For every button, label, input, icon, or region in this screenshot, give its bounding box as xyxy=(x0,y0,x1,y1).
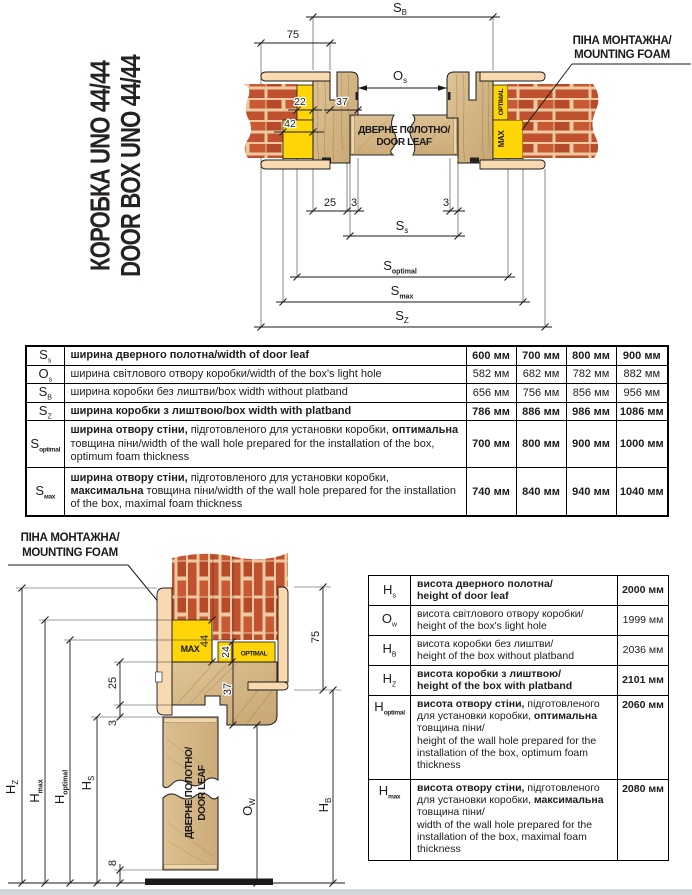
table-row-os xyxy=(26,365,668,384)
right-platband-bar xyxy=(248,682,288,690)
sym-cell: $S_s$ xyxy=(26,346,64,365)
value-cell: 900 мм xyxy=(616,346,668,365)
sym-cell: $H_Z$ xyxy=(369,665,411,695)
door-leaf-label-ua: ДВЕРНЕ ПОЛОТНО/ xyxy=(358,125,450,136)
sym-cell: $S_{optimal}$ xyxy=(26,421,64,468)
desc-cell: ширина світлового отвору коробки/width of the box's light hole xyxy=(64,365,466,384)
value-cell: 840 мм xyxy=(516,468,566,516)
desc-cell: висота дверного полотна/ height of door leaf xyxy=(411,576,618,606)
bottom-section-drawing xyxy=(0,525,365,895)
sym-cell: $H_{max}$ xyxy=(369,779,411,860)
table-row-sb xyxy=(26,384,668,403)
value-cell: 786 мм xyxy=(466,402,516,421)
dim-os-label: $O_s$ xyxy=(392,68,408,85)
value-cell: 2080 мм xyxy=(618,779,669,860)
desc-cell: висота коробки з лиштвою/ height of the box with platband xyxy=(411,665,618,695)
sym-cell: $S_Z$ xyxy=(26,402,64,421)
value-cell: 886 мм xyxy=(516,402,566,421)
foam-optimal-label: OPTIMAL xyxy=(498,88,505,116)
door-leaf-label-en: DOOR LEAF xyxy=(197,765,208,821)
left-platband-top xyxy=(261,72,330,81)
leaf-bottom-bevel xyxy=(164,865,217,870)
table-row-sz xyxy=(26,402,668,421)
left-platband-bottom xyxy=(261,160,330,169)
value-cell: 882 мм xyxy=(616,365,668,384)
right-platband-strip xyxy=(278,587,288,682)
left-platband xyxy=(157,588,172,715)
table-row-smax xyxy=(26,468,668,516)
table-row-hz xyxy=(369,665,669,695)
dim-ow-label: $O_W$ xyxy=(240,798,257,816)
os-arrow-right xyxy=(438,85,447,90)
os-arrow-left xyxy=(358,85,367,90)
sym-cell: $H_{optimal}$ xyxy=(369,695,411,779)
door-leaf-label-ua: ДВЕРНЕ ПОЛОТНО/ xyxy=(184,747,195,839)
page-bottom-strip xyxy=(0,889,692,895)
door-leaf-label-en: DOOR LEAF xyxy=(376,137,432,148)
dimension-lines xyxy=(254,17,552,327)
dim-3l-label: 3 xyxy=(350,197,358,209)
dim-8-label: 8 xyxy=(107,859,119,867)
value-cell: 700 мм xyxy=(516,346,566,365)
table-row-hb xyxy=(369,635,669,665)
dim-soptimal-label: $S_{optimal}$ xyxy=(383,258,417,276)
ground-hatch xyxy=(145,879,273,886)
value-cell: 582 мм xyxy=(466,365,516,384)
desc-cell: висота коробки без лиштви/ height of the box without platband xyxy=(411,635,618,665)
callout-leader xyxy=(8,565,160,604)
table-row-ss xyxy=(26,346,668,365)
value-cell: 800 мм xyxy=(566,346,616,365)
value-cell: 1999 мм xyxy=(618,605,669,635)
value-cell: 900 мм xyxy=(566,421,616,468)
dim-24-label: 24 xyxy=(220,646,232,658)
dim-hb-label: $H_B$ xyxy=(316,797,333,813)
page-title xyxy=(84,26,149,306)
desc-cell: ширина отвору стіни, підготовленого для установки коробки, оптимальна товщина піни/width of the wall hole prepared for the installation of the box, optimum foam thickness xyxy=(64,421,466,468)
dim-44-label: 44 xyxy=(199,634,211,648)
mounting-foam-callout-en: MOUNTING FOAM xyxy=(22,547,118,559)
mounting-foam-callout-ua: ПІНА МОНТАЖНА/ xyxy=(20,532,120,544)
dim-sz-label: $S_Z$ xyxy=(395,308,409,325)
value-cell: 656 мм xyxy=(466,384,516,403)
right-jamb-seal xyxy=(448,92,451,100)
width-table xyxy=(25,345,669,517)
leaf-left-bevel xyxy=(351,116,355,154)
desc-cell: висота світлового отвору коробки/ height of the box's light hole xyxy=(411,605,618,635)
foam-optimal-label: OPTIMAL xyxy=(240,650,268,658)
dim-25-label: 25 xyxy=(107,676,119,690)
page-title-ua: КОРОБКА UNO 44/44 xyxy=(84,61,116,271)
sym-cell: $O_s$ xyxy=(26,365,64,384)
table-row-hoptimal xyxy=(369,695,669,779)
table-row-soptimal xyxy=(26,421,668,468)
value-cell: 682 мм xyxy=(516,365,566,384)
value-cell: 940 мм xyxy=(566,468,616,516)
value-cell: 986 мм xyxy=(566,402,616,421)
dim-3r-label: 3 xyxy=(442,197,450,209)
extension-lines xyxy=(261,17,545,327)
sym-cell: $O_w$ xyxy=(369,605,411,635)
value-cell: 782 мм xyxy=(566,365,616,384)
desc-cell: ширина коробки без лиштви/box width without platband xyxy=(64,384,466,403)
dim-sb-label: $S_B$ xyxy=(392,0,408,17)
page-title-en: DOOR BOX UNO 44/44 xyxy=(114,55,147,277)
top-section-drawing xyxy=(230,0,692,340)
desc-cell: ширина отвору стіни, підготовленого для установки коробки, максимальна товщина піни/width of the wall hole prepared for the installation of the box, maximal foam thickness xyxy=(64,468,466,516)
mounting-foam-callout-ua: ПІНА МОНТАЖНА/ xyxy=(572,35,672,47)
value-cell: 2101 мм xyxy=(618,665,669,695)
dim-smax-label: $S_{max}$ xyxy=(390,283,414,301)
value-cell: 856 мм xyxy=(566,384,616,403)
sym-cell: $S_B$ xyxy=(26,384,64,403)
desc-cell: висота отвору стіни, підготовленого для установки коробки, оптимальна товщина піни/ height of the wall hole prepared for the installation of the box, optimum foam thickness xyxy=(411,695,618,779)
dim-hz-label: $H_Z$ xyxy=(3,779,20,795)
left-jamb-seal xyxy=(356,92,359,100)
value-cell: 1000 мм xyxy=(616,421,668,468)
right-platband-top xyxy=(480,72,545,81)
dim-25-label: 25 xyxy=(323,197,337,209)
value-cell: 2000 мм xyxy=(618,576,669,606)
right-platband-bottom xyxy=(480,160,545,169)
value-cell: 2060 мм xyxy=(618,695,669,779)
value-cell: 740 мм xyxy=(466,468,516,516)
platband-notch xyxy=(156,672,163,682)
foam-max-label: MAX xyxy=(180,644,200,654)
right-jamb-hinge-mark xyxy=(470,158,479,164)
dim-22-label: 22 xyxy=(294,96,306,108)
dim-hs-label: $H_S$ xyxy=(79,775,96,791)
dim-ss-label: $S_s$ xyxy=(395,218,409,235)
dim-hmax-label: $H_{max}$ xyxy=(27,779,45,803)
value-cell: 956 мм xyxy=(616,384,668,403)
leaf-top-bevel xyxy=(164,718,217,723)
value-cell: 756 мм xyxy=(516,384,566,403)
value-cell: 700 мм xyxy=(466,421,516,468)
dim-hoptimal-label: $H_{optimal}$ xyxy=(52,769,70,805)
desc-cell: ширина коробки з лиштвою/box width with platband xyxy=(64,402,466,421)
table-row-hmax xyxy=(369,779,669,860)
dimension-ticks xyxy=(258,14,549,331)
desc-cell: ширина дверного полотна/width of door leaf xyxy=(64,346,466,365)
sym-cell: $S_{мах}$ xyxy=(26,468,64,516)
sym-cell: $H_B$ xyxy=(369,635,411,665)
value-cell: 800 мм xyxy=(516,421,566,468)
value-cell: 600 мм xyxy=(466,346,516,365)
dim-37-label: 37 xyxy=(222,682,234,696)
value-cell: 1040 мм xyxy=(616,468,668,516)
height-table xyxy=(368,575,669,861)
foam-max-label: MAX xyxy=(497,130,506,148)
dim-42-label: 42 xyxy=(284,118,296,130)
desc-cell: висота отвору стіни, підготовленого для установки коробки, максимальна товщина піни/ width of the wall hole prepared for the installation of the box, maximal foam thickness xyxy=(411,779,618,860)
table-row-hs xyxy=(369,576,669,606)
value-cell: 1086 мм xyxy=(616,402,668,421)
value-cell: 2036 мм xyxy=(618,635,669,665)
sym-cell: $H_s$ xyxy=(369,576,411,606)
table-row-ow xyxy=(369,605,669,635)
dim-75-label: 75 xyxy=(310,630,322,644)
dim-3-label: 3 xyxy=(107,719,119,727)
dim-75-label: 75 xyxy=(286,29,300,41)
dim-37-label: 37 xyxy=(336,96,348,108)
mounting-foam-callout-en: MOUNTING FOAM xyxy=(574,49,670,61)
